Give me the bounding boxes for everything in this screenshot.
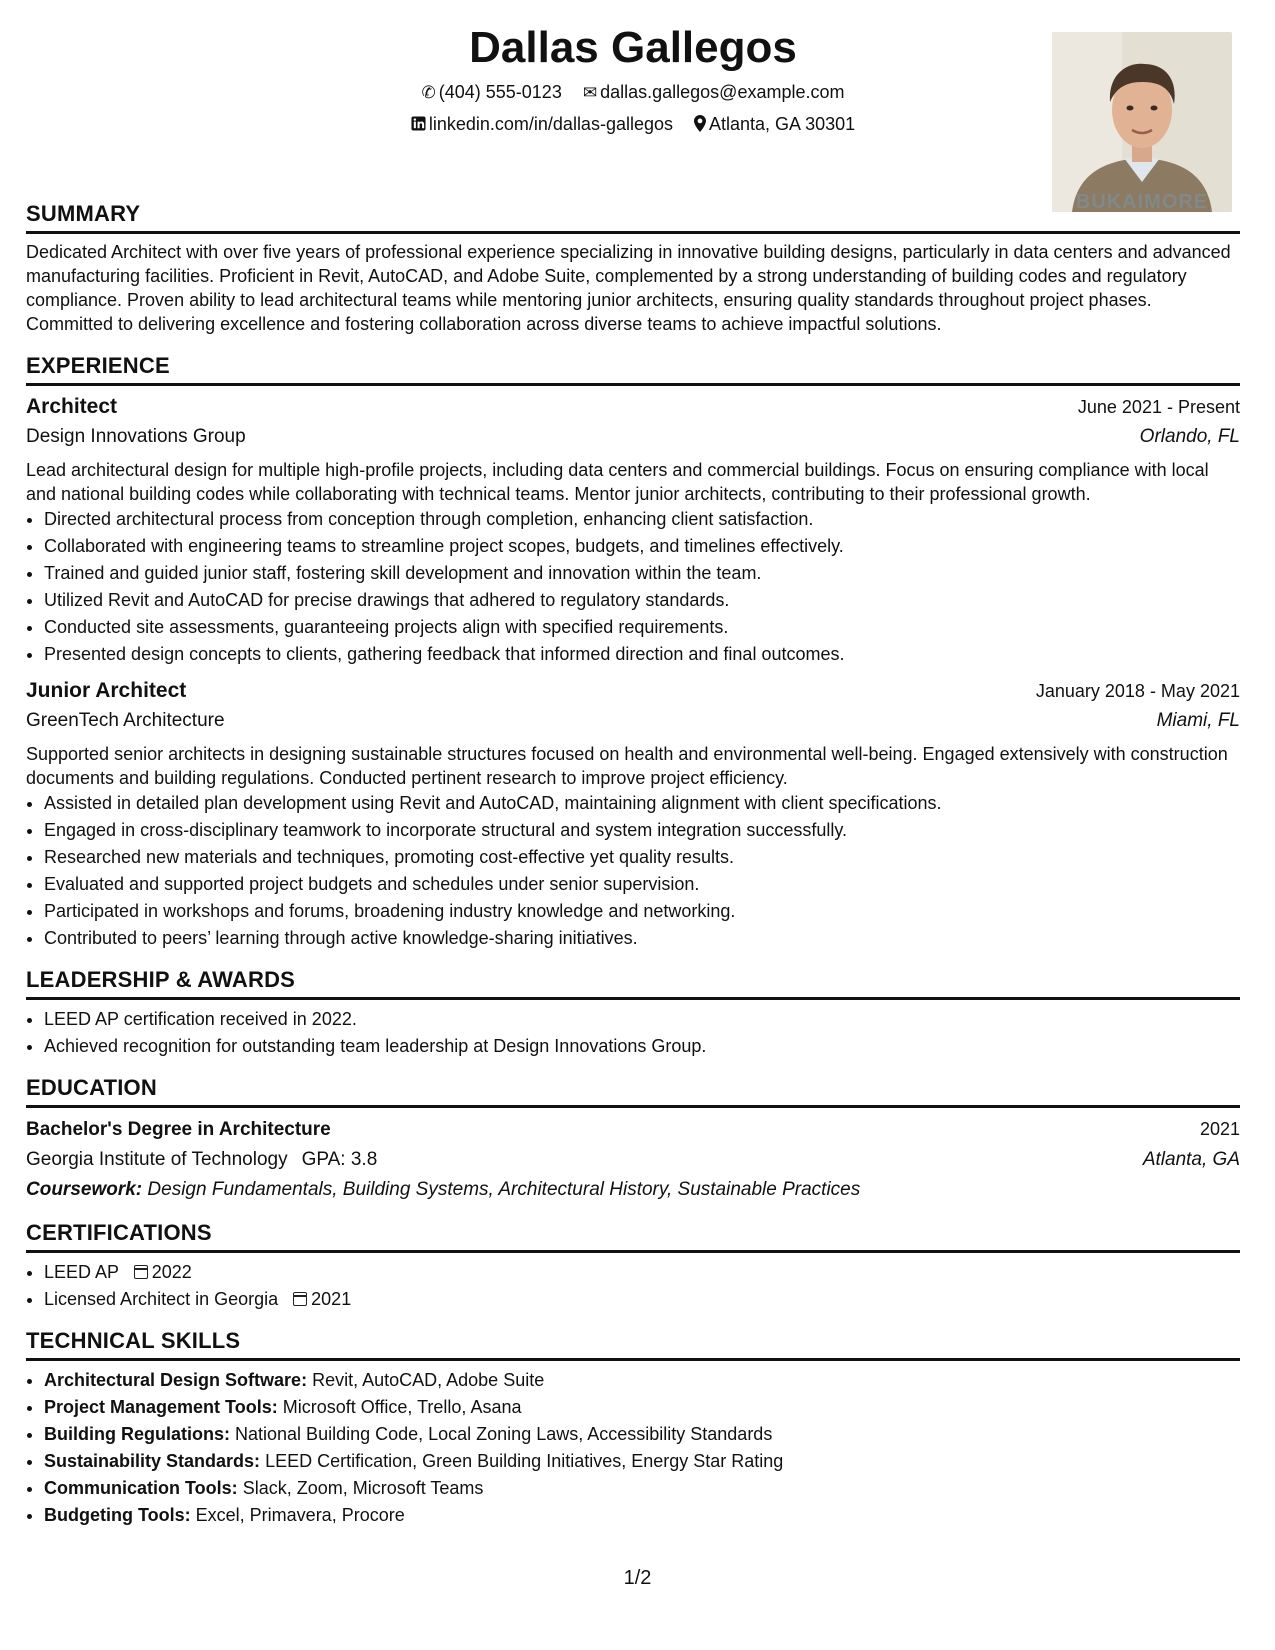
list-item: • Evaluated and supported project budgets and schedules under senior supervision.	[44, 871, 1240, 898]
list-item	[44, 1448, 1240, 1475]
job-bullets	[26, 506, 1240, 668]
education-gpa: GPA: 3.8	[301, 1149, 378, 1170]
certifications-list	[26, 1259, 1240, 1313]
list-item: • Conducted site assessments, guaranteeing projects align with specified requirements.	[44, 614, 1240, 641]
education-school: Georgia Institute of Technology	[26, 1149, 288, 1170]
job-company: GreenTech Architecture	[26, 710, 225, 731]
list-item	[44, 1286, 1240, 1313]
job-description: Lead architectural design for multiple high-profile projects, including data centers and commercial buildings. Focus on ensuring compliance with local and national building codes while collaborating with technical teams. Mentor junior architects, contributing to their professional growth.	[26, 460, 1209, 504]
list-item	[44, 1259, 1240, 1286]
cert-date	[293, 1289, 351, 1309]
job-location: Miami, FL	[1156, 710, 1240, 731]
list-item: • Engaged in cross-disciplinary teamwork to incorporate structural and system integration successfully.	[44, 817, 1240, 844]
linkedin-text[interactable]: linkedin.com/in/dallas-gallegos	[428, 114, 673, 134]
phone-item	[421, 80, 561, 105]
job-company: Design Innovations Group	[26, 426, 246, 447]
phone-icon: ✆	[421, 83, 436, 102]
linkedin-item[interactable]	[411, 112, 673, 137]
summary-heading: SUMMARY	[26, 200, 1240, 234]
list-item: • Assisted in detailed plan development using Revit and AutoCAD, maintaining alignment with client specifications.	[44, 790, 1240, 817]
coursework-label: Coursework:	[26, 1179, 143, 1200]
list-item	[44, 1502, 1240, 1529]
map-pin-icon	[694, 113, 706, 137]
skill-label: Project Management Tools:	[44, 1397, 278, 1417]
education-school-row	[26, 1145, 1240, 1175]
list-item: • LEED AP certification received in 2022.	[44, 1006, 1240, 1033]
cert-name: Licensed Architect in Georgia	[44, 1289, 279, 1309]
education-section	[26, 1074, 1240, 1205]
email-item[interactable]	[583, 80, 845, 105]
location-text: Atlanta, GA 30301	[709, 114, 856, 134]
education-school-line	[26, 1145, 377, 1175]
list-item: • Participated in workshops and forums, broadening industry knowledge and networking.	[44, 898, 1240, 925]
experience-heading: EXPERIENCE	[26, 352, 1240, 386]
skill-value: LEED Certification, Green Building Initiatives, Energy Star Rating	[265, 1451, 784, 1471]
job-description: Supported senior architects in designing sustainable structures focused on health and environmental well-being. Engaged extensively with construction documents and building regulations. Conducted pertinent research to improve project efficiency.	[26, 744, 1228, 788]
job-entry	[26, 676, 1240, 952]
education-degree: Bachelor's Degree in Architecture	[26, 1119, 331, 1140]
education-heading: EDUCATION	[26, 1074, 1240, 1108]
list-item	[44, 1394, 1240, 1421]
list-item: • Collaborated with engineering teams to streamline project scopes, budgets, and timelines effectively.	[44, 533, 1240, 560]
job-title-row	[26, 676, 1240, 706]
education-coursework	[26, 1175, 1240, 1205]
job-dates: January 2018 - May 2021	[1035, 681, 1240, 701]
list-item	[44, 1367, 1240, 1394]
list-item: • Researched new materials and techniques, promoting cost-effective yet quality results.	[44, 844, 1240, 871]
job-entry	[26, 392, 1240, 668]
list-item	[44, 1421, 1240, 1448]
candidate-name: Dallas Gallegos	[469, 23, 797, 72]
list-item: • Directed architectural process from conception through completion, enhancing client satisfaction.	[44, 506, 1240, 533]
skills-list	[26, 1367, 1240, 1529]
education-year: 2021	[1199, 1119, 1240, 1139]
education-degree-row	[26, 1114, 1240, 1145]
skill-label: Communication Tools:	[44, 1478, 238, 1498]
list-item: • Contributed to peers’ learning through active knowledge-sharing initiatives.	[44, 925, 1240, 952]
skills-heading: TECHNICAL SKILLS	[26, 1327, 1240, 1361]
summary-text: Dedicated Architect with over five years of professional experience specializing in innovative building designs, particularly in data centers and advanced manufacturing facilities. Proficient in Revit, AutoCAD, and Adobe Suite, complemented by a strong understanding of building codes and regulatory compliance. Proven ability to lead architectural teams while mentoring junior architects, ensuring quality standards throughout project phases. Committed to delivering excellence and fostering collaboration across diverse teams to achieve impactful solutions.	[26, 242, 1231, 334]
profile-photo	[1052, 32, 1232, 212]
cert-date	[134, 1262, 192, 1282]
list-item: • Achieved recognition for outstanding team leadership at Design Innovations Group.	[44, 1033, 1240, 1060]
job-location: Orlando, FL	[1139, 426, 1240, 447]
skill-label: Architectural Design Software:	[44, 1370, 308, 1390]
job-bullets	[26, 790, 1240, 952]
list-item: • Presented design concepts to clients, gathering feedback that informed direction and final outcomes.	[44, 641, 1240, 668]
experience-section	[26, 352, 1240, 952]
cert-name: LEED AP	[44, 1262, 119, 1282]
job-title: Junior Architect	[26, 679, 187, 702]
calendar-icon	[134, 1265, 148, 1279]
linkedin-icon	[411, 113, 426, 137]
list-item: • Trained and guided junior staff, fostering skill development and innovation within the team.	[44, 560, 1240, 587]
certifications-section	[26, 1219, 1240, 1313]
skill-value: Revit, AutoCAD, Adobe Suite	[312, 1370, 545, 1390]
cert-year: 2021	[311, 1289, 352, 1309]
phone-text: (404) 555-0123	[438, 82, 562, 102]
calendar-icon	[293, 1292, 307, 1306]
skill-value: National Building Code, Local Zoning Laws, Accessibility Standards	[235, 1424, 773, 1444]
education-location: Atlanta, GA	[1142, 1149, 1240, 1170]
skill-label: Budgeting Tools:	[44, 1505, 191, 1525]
leadership-list	[26, 1006, 1240, 1060]
summary-section	[26, 200, 1240, 336]
resume-header	[26, 0, 1240, 212]
skills-section	[26, 1327, 1240, 1529]
envelope-icon: ✉	[582, 83, 598, 102]
page-number: 1/2	[623, 1567, 652, 1589]
skill-label: Building Regulations:	[44, 1424, 230, 1444]
leadership-section	[26, 966, 1240, 1060]
skill-value: Excel, Primavera, Procore	[195, 1505, 405, 1525]
coursework-text: Design Fundamentals, Building Systems, Architectural History, Sustainable Practices	[147, 1179, 861, 1200]
email-text[interactable]: dallas.gallegos@example.com	[600, 82, 845, 102]
certifications-heading: CERTIFICATIONS	[26, 1219, 1240, 1253]
photo-watermark: BUKAIMORE	[1075, 191, 1209, 212]
skill-value: Microsoft Office, Trello, Asana	[282, 1397, 522, 1417]
cert-year: 2022	[151, 1262, 192, 1282]
job-title-row	[26, 392, 1240, 422]
list-item: • Utilized Revit and AutoCAD for precise drawings that adhered to regulatory standards.	[44, 587, 1240, 614]
leadership-heading: LEADERSHIP & AWARDS	[26, 966, 1240, 1000]
list-item	[44, 1475, 1240, 1502]
job-title: Architect	[26, 395, 118, 418]
skill-label: Sustainability Standards:	[44, 1451, 261, 1471]
job-company-row	[26, 706, 1240, 736]
job-company-row	[26, 422, 1240, 452]
skill-value: Slack, Zoom, Microsoft Teams	[242, 1478, 484, 1498]
location-item	[694, 112, 855, 137]
job-dates: June 2021 - Present	[1077, 397, 1240, 417]
